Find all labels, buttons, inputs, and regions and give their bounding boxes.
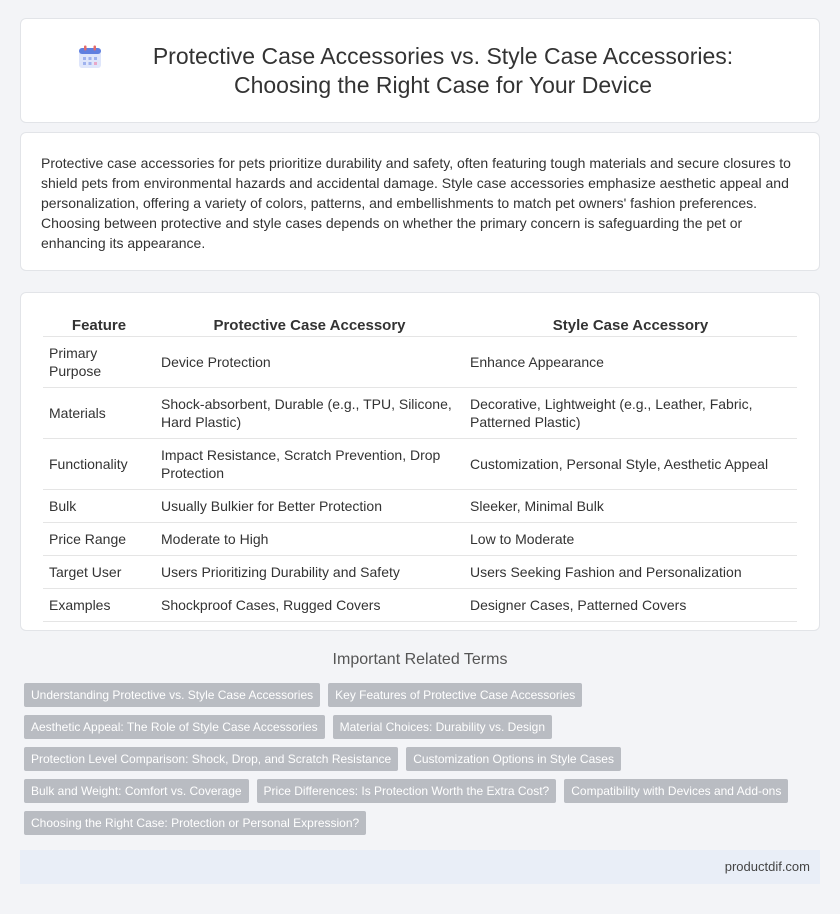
tag-row xyxy=(24,811,814,835)
header-feature: Feature xyxy=(43,313,155,337)
table-cell: Target User xyxy=(43,556,155,589)
page-title: Protective Case Accessories vs. Style Case Accessories: Choosing the Right Case for Your Device xyxy=(152,42,734,98)
table-header-row xyxy=(43,313,797,337)
table-cell: Materials xyxy=(43,388,155,439)
related-term-tag[interactable]: Price Differences: Is Protection Worth the Extra Cost? xyxy=(257,779,557,803)
table-cell: Functionality xyxy=(43,439,155,490)
table-cell: Price Range xyxy=(43,523,155,556)
related-term-tag[interactable]: Understanding Protective vs. Style Case Accessories xyxy=(24,683,320,707)
table-row xyxy=(43,490,797,523)
tag-row xyxy=(24,779,814,803)
table-cell: Usually Bulkier for Better Protection xyxy=(155,490,464,523)
table-cell: Shock-absorbent, Durable (e.g., TPU, Silicone, Hard Plastic) xyxy=(155,388,464,439)
table-row xyxy=(43,337,797,388)
footer-site-link[interactable]: productdif.com xyxy=(724,859,810,874)
table-cell: Users Seeking Fashion and Personalization xyxy=(464,556,797,589)
table-cell: Impact Resistance, Scratch Prevention, Drop Protection xyxy=(155,439,464,490)
related-term-tag[interactable]: Compatibility with Devices and Add-ons xyxy=(564,779,788,803)
table-row xyxy=(43,388,797,439)
related-term-tag[interactable]: Material Choices: Durability vs. Design xyxy=(333,715,552,739)
title-card xyxy=(20,18,820,123)
related-term-tag[interactable]: Protection Level Comparison: Shock, Drop, and Scratch Resistance xyxy=(24,747,398,771)
related-terms-heading: Important Related Terms xyxy=(332,651,508,668)
table-row xyxy=(43,439,797,490)
table-cell: Examples xyxy=(43,589,155,622)
footer xyxy=(20,850,820,884)
table-row xyxy=(43,589,797,622)
tag-row xyxy=(24,683,814,707)
table-cell: Sleeker, Minimal Bulk xyxy=(464,490,797,523)
related-terms-tags xyxy=(24,683,814,843)
header-style: Style Case Accessory xyxy=(464,313,797,337)
table-cell: Customization, Personal Style, Aesthetic Appeal xyxy=(464,439,797,490)
tag-row xyxy=(24,715,814,739)
table-cell: Bulk xyxy=(43,490,155,523)
table-cell: Enhance Appearance xyxy=(464,337,797,388)
comparison-table-card xyxy=(20,292,820,631)
related-term-tag[interactable]: Key Features of Protective Case Accessories xyxy=(328,683,582,707)
intro-paragraph: Protective case accessories for pets prioritize durability and safety, often featuring tough materials and secure closures to shield pets from environmental hazards and accidental damage. Style case accessories emphasize aesthetic appeal and personalization, offering a variety of colors, patterns, and embellishments to match pet owners' fashion preferences. Choosing between protective and style cases depends on whether the primary concern is safeguarding the pet or enhancing its appearance. xyxy=(41,155,791,251)
title-wrap xyxy=(21,42,819,100)
table-cell: Moderate to High xyxy=(155,523,464,556)
related-term-tag[interactable]: Customization Options in Style Cases xyxy=(406,747,621,771)
table-row xyxy=(43,556,797,589)
table-cell: Device Protection xyxy=(155,337,464,388)
table-cell: Decorative, Lightweight (e.g., Leather, Fabric, Patterned Plastic) xyxy=(464,388,797,439)
calendar-icon xyxy=(77,44,103,70)
related-term-tag[interactable]: Aesthetic Appeal: The Role of Style Case Accessories xyxy=(24,715,325,739)
header-protective: Protective Case Accessory xyxy=(155,313,464,337)
table-cell: Primary Purpose xyxy=(43,337,155,388)
table-cell: Shockproof Cases, Rugged Covers xyxy=(155,589,464,622)
table-cell: Users Prioritizing Durability and Safety xyxy=(155,556,464,589)
related-term-tag[interactable]: Choosing the Right Case: Protection or Personal Expression? xyxy=(24,811,366,835)
comparison-table xyxy=(43,313,797,622)
table-row xyxy=(43,523,797,556)
table-cell: Designer Cases, Patterned Covers xyxy=(464,589,797,622)
related-term-tag[interactable]: Bulk and Weight: Comfort vs. Coverage xyxy=(24,779,249,803)
table-cell: Low to Moderate xyxy=(464,523,797,556)
intro-card xyxy=(20,132,820,271)
tag-row xyxy=(24,747,814,771)
